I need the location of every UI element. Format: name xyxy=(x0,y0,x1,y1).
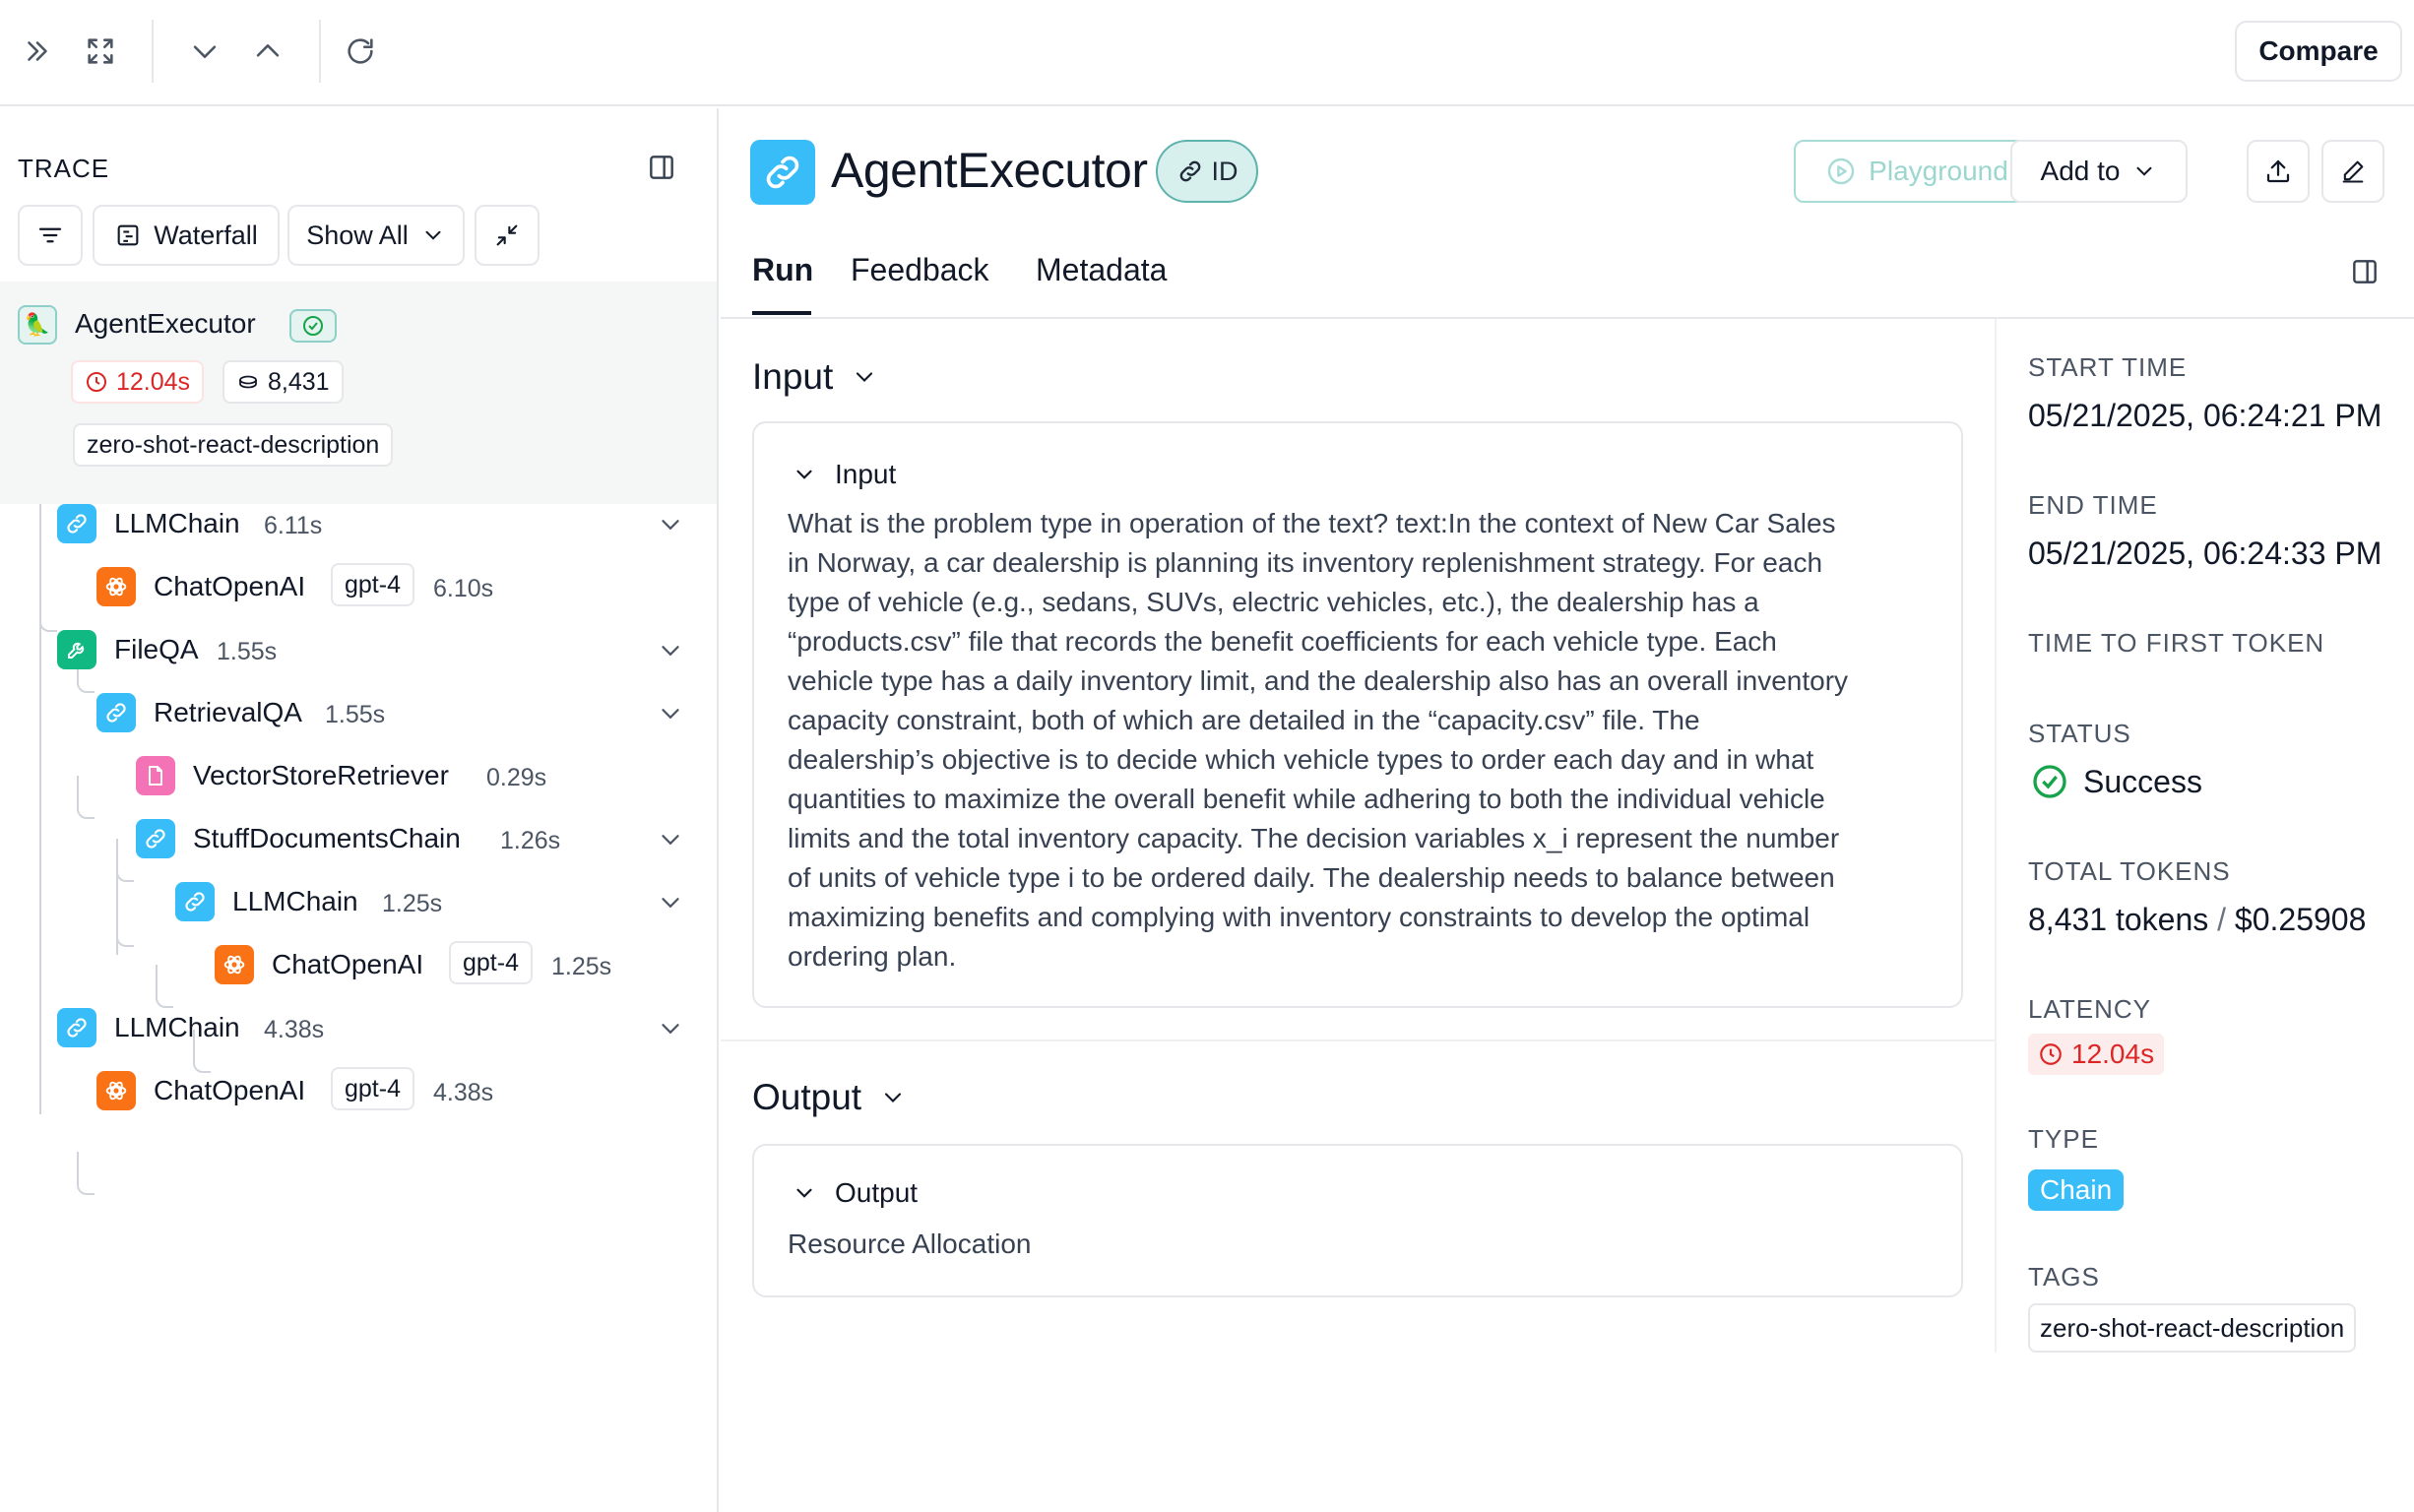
input-line: type of vehicle (e.g., sedans, SUVs, electric vehicles, etc.), the dealership has a xyxy=(788,587,1759,617)
waterfall-label: Waterfall xyxy=(154,220,258,250)
total-tokens-label: TOTAL TOKENS xyxy=(2028,856,2231,886)
share-button[interactable] xyxy=(2247,140,2310,203)
chevron-down-icon xyxy=(792,462,817,487)
sidebar-toggle-icon[interactable] xyxy=(646,152,679,185)
trace-node-time: 6.11s xyxy=(264,512,323,539)
model-pill: gpt-4 xyxy=(449,941,533,984)
trace-node-label: AgentExecutor xyxy=(75,308,256,339)
section-divider xyxy=(721,1040,1997,1041)
ttft-label: TIME TO FIRST TOKEN xyxy=(2028,628,2325,658)
input-card-toggle[interactable] xyxy=(792,459,896,490)
tree-connector xyxy=(39,504,57,632)
model-pill: gpt-4 xyxy=(331,1067,414,1110)
edit-button[interactable] xyxy=(2321,140,2384,203)
openai-icon xyxy=(215,945,254,984)
output-card xyxy=(752,1144,1963,1297)
compare-button[interactable]: Compare xyxy=(2235,21,2402,82)
tab-run[interactable]: Run xyxy=(752,252,814,287)
page-title: AgentExecutor xyxy=(831,143,1148,198)
start-time-value: 05/21/2025, 06:24:21 PM xyxy=(2028,398,2382,433)
chevron-up-icon[interactable] xyxy=(246,30,289,73)
link-icon xyxy=(1176,158,1204,185)
trace-node-label: RetrievalQA xyxy=(154,697,302,727)
toolbar-divider xyxy=(319,20,321,83)
chevron-down-icon xyxy=(420,222,446,248)
trace-node-time: 1.26s xyxy=(500,827,561,854)
chevron-down-icon[interactable] xyxy=(656,888,685,917)
trace-node-label: VectorStoreRetriever xyxy=(193,760,449,790)
playground-label: Playground xyxy=(1869,156,2008,186)
latency-badge xyxy=(2028,1034,2164,1075)
fullscreen-icon[interactable] xyxy=(79,30,122,73)
filter-icon xyxy=(35,220,65,250)
collapse-all-button[interactable] xyxy=(475,205,540,266)
active-tab-indicator xyxy=(752,311,811,315)
output-card-toggle[interactable] xyxy=(792,1177,918,1209)
link-icon xyxy=(57,504,96,543)
tab-feedback[interactable]: Feedback xyxy=(851,252,989,287)
chain-link-icon xyxy=(750,140,815,205)
chevron-down-icon[interactable] xyxy=(656,699,685,728)
status-value: Success xyxy=(2083,763,2202,799)
collapse-icon xyxy=(493,221,521,249)
trace-node-label: ChatOpenAI xyxy=(272,949,424,979)
link-icon xyxy=(175,882,215,921)
link-icon xyxy=(57,1008,96,1047)
openai-icon xyxy=(96,1071,136,1110)
input-card-title: Input xyxy=(835,459,897,489)
trace-node-time: 4.38s xyxy=(433,1079,494,1106)
metadata-divider xyxy=(1995,319,1997,1353)
play-circle-icon xyxy=(1825,156,1857,187)
copy-id-button[interactable] xyxy=(1156,140,1258,203)
tag-pill: zero-shot-react-description xyxy=(2028,1303,2356,1353)
input-line: capacity constraint, both of which are detailed in the “capacity.csv” file. The xyxy=(788,705,1700,735)
waterfall-button[interactable] xyxy=(93,205,280,266)
input-line: quantities to maximize the overall benefit while adhering to both the individual vehicle xyxy=(788,784,1825,814)
show-all-dropdown[interactable] xyxy=(287,205,465,266)
input-card xyxy=(752,421,1963,1008)
trace-panel xyxy=(0,108,719,1512)
openai-icon xyxy=(96,567,136,606)
start-time-label: START TIME xyxy=(2028,352,2188,382)
status-label: STATUS xyxy=(2028,719,2131,748)
type-label: TYPE xyxy=(2028,1124,2099,1154)
output-section-toggle[interactable] xyxy=(752,1077,907,1118)
chevron-down-icon[interactable] xyxy=(656,636,685,665)
total-tokens-value: 8,431 tokens / $0.25908 xyxy=(2028,902,2367,937)
type-badge: Chain xyxy=(2028,1169,2124,1211)
clock-icon xyxy=(85,370,108,394)
tree-connector xyxy=(156,965,173,1008)
waterfall-icon xyxy=(114,221,142,249)
link-icon xyxy=(96,693,136,732)
sidebar-toggle-icon[interactable] xyxy=(2349,256,2381,287)
tokens-value: 8,431 xyxy=(268,367,330,396)
trace-node-label: LLMChain xyxy=(114,508,240,538)
model-pill: gpt-4 xyxy=(331,563,414,606)
toolbar-divider xyxy=(152,20,154,83)
tag-pill: zero-shot-react-description xyxy=(73,423,393,467)
coins-icon xyxy=(236,370,260,394)
show-all-label: Show All xyxy=(306,220,409,250)
chevron-down-icon[interactable] xyxy=(656,1014,685,1043)
trace-title: TRACE xyxy=(18,154,110,183)
top-toolbar xyxy=(0,0,2414,106)
check-circle-icon xyxy=(2030,762,2069,801)
input-section-toggle[interactable] xyxy=(752,356,878,398)
trace-node-time: 0.29s xyxy=(486,764,547,791)
tab-divider xyxy=(721,317,2414,319)
input-line: limits and the total inventory capacity. The decision variables x_i represent the number xyxy=(788,823,1840,853)
chevron-down-icon[interactable] xyxy=(183,30,226,73)
input-line: “products.csv” file that records the benefit coefficients for each vehicle type. Each xyxy=(788,626,1777,657)
check-circle-icon xyxy=(301,314,325,338)
trace-node-label: ChatOpenAI xyxy=(154,1075,306,1105)
tokens-count: 8,431 tokens xyxy=(2028,902,2209,937)
output-section-title: Output xyxy=(752,1077,862,1117)
expand-panel-icon[interactable] xyxy=(16,30,59,73)
trace-node-time: 1.55s xyxy=(217,638,278,665)
chevron-down-icon xyxy=(2131,158,2157,184)
tags-label: TAGS xyxy=(2028,1262,2100,1292)
trace-node-time: 1.25s xyxy=(551,953,612,980)
success-badge xyxy=(289,309,337,343)
tab-metadata[interactable]: Metadata xyxy=(1036,252,1168,287)
parrot-icon: 🦜 xyxy=(18,305,57,345)
input-line: of units of vehicle type i to be ordered daily. The dealership needs to balance between xyxy=(788,862,1835,893)
upload-icon xyxy=(2263,157,2293,186)
trace-node-label: LLMChain xyxy=(232,886,358,916)
tokens-pill xyxy=(222,360,344,404)
wrench-icon xyxy=(57,630,96,669)
tree-connector xyxy=(116,839,134,882)
add-to-dropdown[interactable] xyxy=(2010,140,2188,203)
chevron-down-icon[interactable] xyxy=(656,510,685,539)
trace-node-label: LLMChain xyxy=(114,1012,240,1042)
trace-node-time: 1.25s xyxy=(382,890,443,917)
input-line: ordering plan. xyxy=(788,941,957,972)
input-line: dealership’s objective is to decide which vehicle types to order each day and in what xyxy=(788,744,1814,775)
latency-value: 12.04s xyxy=(2071,1039,2155,1069)
output-value: Resource Allocation xyxy=(788,1228,1032,1259)
tree-connector xyxy=(77,776,95,819)
chevron-down-icon xyxy=(879,1084,907,1111)
tree-connector xyxy=(116,904,134,947)
trace-node-time: 4.38s xyxy=(264,1016,325,1043)
status-badge xyxy=(2030,762,2202,801)
end-time-label: END TIME xyxy=(2028,490,2158,520)
latency-pill xyxy=(71,360,204,404)
playground-button[interactable] xyxy=(1794,140,2040,203)
refresh-icon[interactable] xyxy=(339,30,382,73)
chevron-down-icon xyxy=(792,1180,817,1206)
latency-label: LATENCY xyxy=(2028,994,2151,1024)
input-line: What is the problem type in operation of the text? text:In the context of New Car Sales xyxy=(788,508,1836,538)
input-line: maximizing benefits and complying with inventory constraints to develop the optimal xyxy=(788,902,1810,932)
filter-button[interactable] xyxy=(18,205,83,266)
tree-connector xyxy=(77,1152,95,1195)
tokens-cost: $0.25908 xyxy=(2234,902,2367,937)
chevron-down-icon xyxy=(851,363,878,391)
link-icon xyxy=(136,819,175,858)
input-line: in Norway, a car dealership is planning its inventory replenishment strategy. For each xyxy=(788,547,1823,578)
id-label: ID xyxy=(1211,156,1239,186)
latency-value: 12.04s xyxy=(116,367,191,396)
input-line: vehicle type has a daily inventory limit, and the dealership also has an overall inventory xyxy=(788,665,1849,696)
clock-icon xyxy=(2038,1041,2064,1067)
chevron-down-icon[interactable] xyxy=(656,825,685,854)
trace-node-label: ChatOpenAI xyxy=(154,571,306,601)
document-icon xyxy=(136,756,175,795)
input-text xyxy=(788,504,1848,976)
trace-node-time: 6.10s xyxy=(433,575,494,602)
trace-node-time: 1.55s xyxy=(325,701,386,728)
add-to-label: Add to xyxy=(2040,156,2121,186)
input-section-title: Input xyxy=(752,356,834,397)
trace-node-label: FileQA xyxy=(114,634,199,664)
trace-node-label: StuffDocumentsChain xyxy=(193,823,461,853)
output-card-title: Output xyxy=(835,1177,919,1208)
pencil-icon xyxy=(2339,158,2367,185)
end-time-value: 05/21/2025, 06:24:33 PM xyxy=(2028,536,2382,571)
